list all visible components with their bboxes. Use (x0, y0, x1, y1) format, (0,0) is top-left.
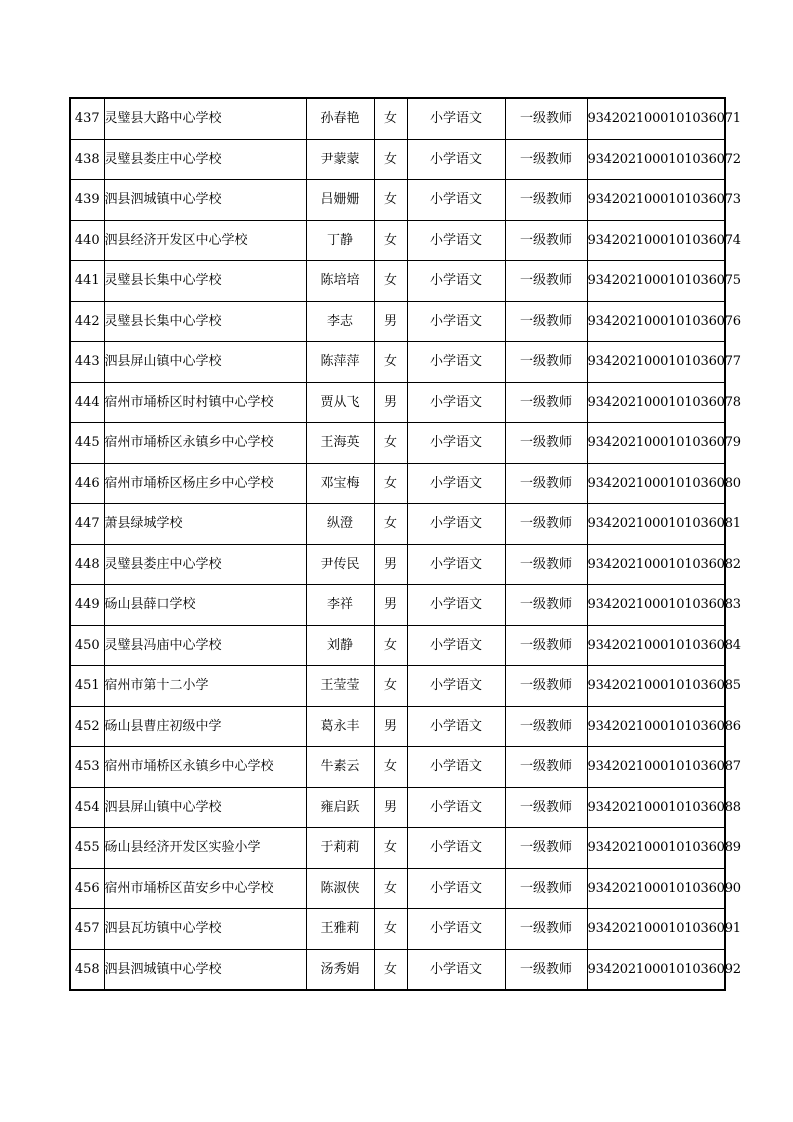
teacher-name-cell: 陈淑侠 (306, 868, 374, 909)
certificate-number-cell: 9342021000101036072 (587, 139, 725, 180)
teacher-name-cell: 于莉莉 (306, 828, 374, 869)
certificate-number-cell: 9342021000101036075 (587, 261, 725, 302)
table-row (70, 423, 725, 464)
table-body (70, 98, 741, 990)
gender-cell: 女 (374, 98, 407, 139)
teacher-name-cell: 雍启跃 (306, 787, 374, 828)
gender-cell: 女 (374, 342, 407, 383)
certificate-number-cell: 9342021000101036085 (587, 666, 725, 707)
school-cell: 泗县屏山镇中心学校 (104, 342, 306, 383)
school-cell: 灵璧县娄庄中心学校 (104, 139, 306, 180)
school-cell: 砀山县薛口学校 (104, 585, 306, 626)
school-cell: 宿州市埇桥区时村镇中心学校 (104, 382, 306, 423)
gender-cell: 女 (374, 139, 407, 180)
gender-cell: 男 (374, 585, 407, 626)
certificate-number-cell: 9342021000101036092 (587, 949, 725, 990)
professional-title-cell: 一级教师 (505, 180, 587, 221)
gender-cell: 男 (374, 301, 407, 342)
subject-cell: 小学语文 (407, 98, 505, 139)
professional-title-cell: 一级教师 (505, 585, 587, 626)
teacher-name-cell: 贾从飞 (306, 382, 374, 423)
professional-title-cell: 一级教师 (505, 787, 587, 828)
table-row (70, 949, 725, 990)
subject-cell: 小学语文 (407, 139, 505, 180)
row-number-cell: 458 (70, 949, 104, 990)
subject-cell: 小学语文 (407, 220, 505, 261)
certificate-number-cell: 9342021000101036071 (587, 98, 725, 139)
school-cell: 灵璧县大路中心学校 (104, 98, 306, 139)
row-number-cell: 439 (70, 180, 104, 221)
table-row (70, 909, 725, 950)
row-number-cell: 450 (70, 625, 104, 666)
table-row (70, 180, 725, 221)
subject-cell: 小学语文 (407, 382, 505, 423)
row-number-cell: 445 (70, 423, 104, 464)
subject-cell: 小学语文 (407, 747, 505, 788)
school-cell: 宿州市埇桥区杨庄乡中心学校 (104, 463, 306, 504)
certificate-number-cell: 9342021000101036083 (587, 585, 725, 626)
gender-cell: 女 (374, 504, 407, 545)
gender-cell: 男 (374, 787, 407, 828)
gender-cell: 女 (374, 909, 407, 950)
row-number-cell: 444 (70, 382, 104, 423)
subject-cell: 小学语文 (407, 301, 505, 342)
school-cell: 泗县泗城镇中心学校 (104, 180, 306, 221)
table-row (70, 585, 725, 626)
certificate-number-cell: 9342021000101036090 (587, 868, 725, 909)
gender-cell: 女 (374, 747, 407, 788)
row-number-cell: 442 (70, 301, 104, 342)
subject-cell: 小学语文 (407, 706, 505, 747)
professional-title-cell: 一级教师 (505, 625, 587, 666)
professional-title-cell: 一级教师 (505, 706, 587, 747)
professional-title-cell: 一级教师 (505, 949, 587, 990)
certificate-number-cell: 9342021000101036082 (587, 544, 725, 585)
row-number-cell: 454 (70, 787, 104, 828)
gender-cell: 女 (374, 949, 407, 990)
row-number-cell: 452 (70, 706, 104, 747)
teacher-name-cell: 尹传民 (306, 544, 374, 585)
professional-title-cell: 一级教师 (505, 98, 587, 139)
row-number-cell: 448 (70, 544, 104, 585)
gender-cell: 女 (374, 220, 407, 261)
school-cell: 灵璧县冯庙中心学校 (104, 625, 306, 666)
school-cell: 泗县屏山镇中心学校 (104, 787, 306, 828)
certificate-number-cell: 9342021000101036080 (587, 463, 725, 504)
gender-cell: 女 (374, 868, 407, 909)
gender-cell: 男 (374, 544, 407, 585)
row-number-cell: 443 (70, 342, 104, 383)
school-cell: 灵璧县娄庄中心学校 (104, 544, 306, 585)
school-cell: 萧县绿城学校 (104, 504, 306, 545)
professional-title-cell: 一级教师 (505, 504, 587, 545)
teacher-name-cell: 纵澄 (306, 504, 374, 545)
school-cell: 灵璧县长集中心学校 (104, 261, 306, 302)
subject-cell: 小学语文 (407, 828, 505, 869)
teacher-name-cell: 丁静 (306, 220, 374, 261)
teacher-roster-table (69, 97, 741, 991)
gender-cell: 女 (374, 463, 407, 504)
row-number-cell: 456 (70, 868, 104, 909)
teacher-name-cell: 陈萍萍 (306, 342, 374, 383)
table-row (70, 544, 725, 585)
teacher-name-cell: 葛永丰 (306, 706, 374, 747)
certificate-number-cell: 9342021000101036089 (587, 828, 725, 869)
teacher-name-cell: 吕姗姗 (306, 180, 374, 221)
teacher-name-cell: 邓宝梅 (306, 463, 374, 504)
professional-title-cell: 一级教师 (505, 747, 587, 788)
table-row (70, 504, 725, 545)
gender-cell: 女 (374, 666, 407, 707)
row-number-cell: 440 (70, 220, 104, 261)
table-row (70, 868, 725, 909)
certificate-number-cell: 9342021000101036073 (587, 180, 725, 221)
professional-title-cell: 一级教师 (505, 342, 587, 383)
teacher-name-cell: 孙春艳 (306, 98, 374, 139)
certificate-number-cell: 9342021000101036088 (587, 787, 725, 828)
teacher-name-cell: 王雅莉 (306, 909, 374, 950)
table-row (70, 382, 725, 423)
subject-cell: 小学语文 (407, 585, 505, 626)
subject-cell: 小学语文 (407, 625, 505, 666)
gender-cell: 女 (374, 261, 407, 302)
certificate-number-cell: 9342021000101036081 (587, 504, 725, 545)
professional-title-cell: 一级教师 (505, 909, 587, 950)
subject-cell: 小学语文 (407, 868, 505, 909)
table-row (70, 666, 725, 707)
professional-title-cell: 一级教师 (505, 544, 587, 585)
table-row (70, 828, 725, 869)
school-cell: 宿州市埇桥区永镇乡中心学校 (104, 423, 306, 464)
gender-cell: 女 (374, 625, 407, 666)
subject-cell: 小学语文 (407, 423, 505, 464)
subject-cell: 小学语文 (407, 909, 505, 950)
certificate-number-cell: 9342021000101036079 (587, 423, 725, 464)
teacher-name-cell: 牛素云 (306, 747, 374, 788)
row-number-cell: 437 (70, 98, 104, 139)
table-row (70, 463, 725, 504)
table-row (70, 342, 725, 383)
school-cell: 砀山县曹庄初级中学 (104, 706, 306, 747)
professional-title-cell: 一级教师 (505, 666, 587, 707)
professional-title-cell: 一级教师 (505, 220, 587, 261)
gender-cell: 女 (374, 828, 407, 869)
subject-cell: 小学语文 (407, 666, 505, 707)
subject-cell: 小学语文 (407, 180, 505, 221)
school-cell: 泗县瓦坊镇中心学校 (104, 909, 306, 950)
subject-cell: 小学语文 (407, 504, 505, 545)
subject-cell: 小学语文 (407, 261, 505, 302)
teacher-name-cell: 汤秀娟 (306, 949, 374, 990)
table-row (70, 98, 725, 139)
certificate-number-cell: 9342021000101036086 (587, 706, 725, 747)
professional-title-cell: 一级教师 (505, 139, 587, 180)
teacher-name-cell: 刘静 (306, 625, 374, 666)
row-number-cell: 453 (70, 747, 104, 788)
certificate-number-cell: 9342021000101036077 (587, 342, 725, 383)
row-number-cell: 441 (70, 261, 104, 302)
gender-cell: 男 (374, 706, 407, 747)
table-row (70, 261, 725, 302)
row-number-cell: 457 (70, 909, 104, 950)
gender-cell: 女 (374, 180, 407, 221)
table-row (70, 220, 725, 261)
table-row (70, 301, 725, 342)
teacher-name-cell: 李志 (306, 301, 374, 342)
row-number-cell: 455 (70, 828, 104, 869)
teacher-name-cell: 李祥 (306, 585, 374, 626)
certificate-number-cell: 9342021000101036084 (587, 625, 725, 666)
professional-title-cell: 一级教师 (505, 828, 587, 869)
professional-title-cell: 一级教师 (505, 463, 587, 504)
gender-cell: 男 (374, 382, 407, 423)
professional-title-cell: 一级教师 (505, 868, 587, 909)
professional-title-cell: 一级教师 (505, 382, 587, 423)
row-number-cell: 446 (70, 463, 104, 504)
table-row (70, 139, 725, 180)
teacher-name-cell: 陈培培 (306, 261, 374, 302)
school-cell: 宿州市第十二小学 (104, 666, 306, 707)
school-cell: 砀山县经济开发区实验小学 (104, 828, 306, 869)
school-cell: 宿州市埇桥区苗安乡中心学校 (104, 868, 306, 909)
row-number-cell: 449 (70, 585, 104, 626)
professional-title-cell: 一级教师 (505, 423, 587, 464)
teacher-name-cell: 尹蒙蒙 (306, 139, 374, 180)
subject-cell: 小学语文 (407, 463, 505, 504)
professional-title-cell: 一级教师 (505, 301, 587, 342)
school-cell: 泗县泗城镇中心学校 (104, 949, 306, 990)
certificate-number-cell: 9342021000101036087 (587, 747, 725, 788)
table-row (70, 706, 725, 747)
subject-cell: 小学语文 (407, 342, 505, 383)
table-row (70, 747, 725, 788)
subject-cell: 小学语文 (407, 544, 505, 585)
school-cell: 泗县经济开发区中心学校 (104, 220, 306, 261)
teacher-name-cell: 王海英 (306, 423, 374, 464)
certificate-number-cell: 9342021000101036074 (587, 220, 725, 261)
subject-cell: 小学语文 (407, 787, 505, 828)
certificate-number-cell: 9342021000101036078 (587, 382, 725, 423)
table-row (70, 787, 725, 828)
certificate-number-cell: 9342021000101036076 (587, 301, 725, 342)
row-number-cell: 438 (70, 139, 104, 180)
subject-cell: 小学语文 (407, 949, 505, 990)
row-number-cell: 447 (70, 504, 104, 545)
certificate-number-cell: 9342021000101036091 (587, 909, 725, 950)
teacher-name-cell: 王莹莹 (306, 666, 374, 707)
gender-cell: 女 (374, 423, 407, 464)
professional-title-cell: 一级教师 (505, 261, 587, 302)
row-number-cell: 451 (70, 666, 104, 707)
table-row (70, 625, 725, 666)
school-cell: 灵璧县长集中心学校 (104, 301, 306, 342)
school-cell: 宿州市埇桥区永镇乡中心学校 (104, 747, 306, 788)
